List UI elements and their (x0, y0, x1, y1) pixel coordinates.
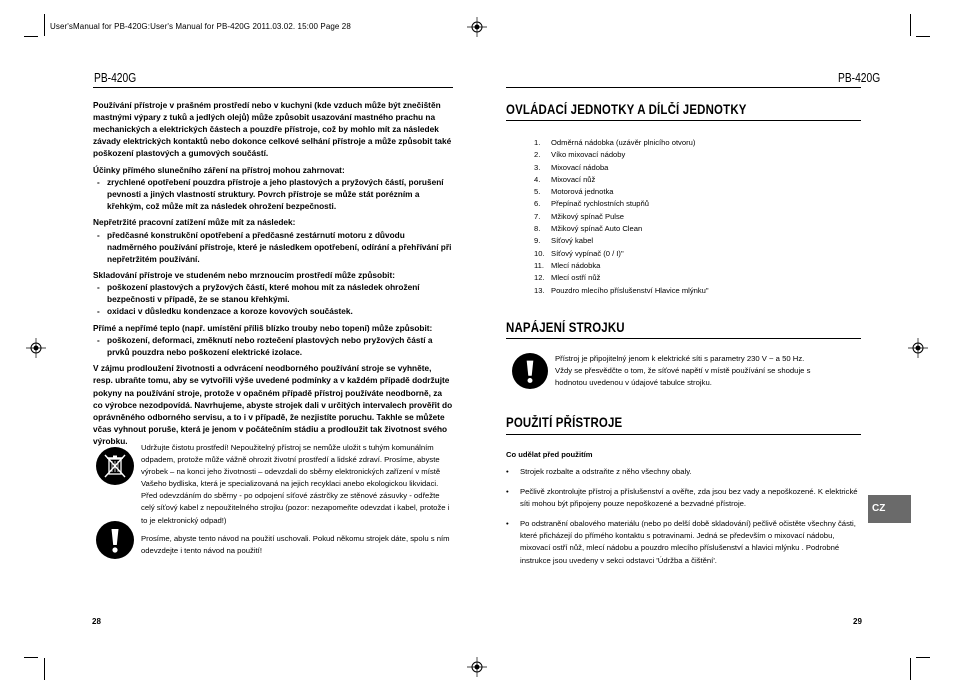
usage-subheading: Co udělat před použitím (506, 450, 593, 459)
right-model-label: PB-420G (838, 71, 881, 85)
left-body (93, 99, 453, 451)
crop-mark (916, 657, 930, 658)
right-header-rule (506, 87, 861, 88)
print-header: User'sManual for PB-420G:User's Manual for PB-420G 2011.03.02. 15:00 Page 28 (50, 22, 351, 31)
group-item: - poškození plastových a pryžových částí, které mohou mít za následek ohrožení bezpečnosti v případě, že se stanou křehkými. (93, 281, 453, 305)
group-item: - oxidaci v důsledku kondenzace a koroze kovových součástek. (93, 305, 453, 317)
registration-mark-icon (908, 338, 928, 358)
crossed-bin-icon (96, 447, 134, 485)
right-page-number: 29 (853, 617, 862, 626)
power-note (512, 353, 862, 393)
power-rule (506, 338, 861, 339)
registration-mark-icon (467, 657, 487, 677)
heat-group (93, 322, 453, 358)
usage-list (506, 466, 862, 575)
list-item: • Pečlivě zkontrolujte přístroj a příslušenství a ověřte, zda jsou bez vady a nepoškozené. K elektrické síti mohou být připojeny pouze nepoškozené a bezvadné přístroje. (506, 486, 862, 510)
power-title: NAPÁJENÍ STROJKU (506, 320, 625, 335)
recycle-note (96, 442, 456, 525)
crop-mark (44, 658, 45, 680)
crop-mark (24, 657, 38, 658)
controls-title: OVLÁDACÍ JEDNOTKY A DÍLČÍ JEDNOTKY (506, 102, 747, 117)
group-heading: Přímé a nepřímé teplo (např. umístění příliš blízko trouby nebo topení) může způsobit: (93, 322, 433, 333)
usage-title: POUŽITÍ PŘÍSTROJE (506, 415, 623, 430)
crop-mark (916, 36, 930, 37)
usage-rule (506, 434, 861, 435)
exclamation-icon (512, 353, 548, 389)
left-header-rule (93, 87, 453, 88)
warning-note (96, 533, 456, 573)
warning-text: Prosíme, abyste tento návod na použití uschovali. Pokud někomu strojek dáte, spolu s ním odevzdejte i tento návod na použití! (141, 534, 450, 556)
registration-mark-icon (26, 338, 46, 358)
crop-mark (24, 36, 38, 37)
list-item: • Po odstranění obalového materiálu (nebo po delší době skladování) pečlivě očistěte všechny části, které přicházejí do přímého kontaktu s potravinami. Jedná se především o mixovací nádobu, mixovací ostří nůž, mlecí nádobu a pouzdro mlecího příslušenství a hlavici mlýnku . Podrobné instrukce jsou uvedeny v sekci odstavci 'Údržba a čištění'. (506, 518, 862, 566)
group-item: - předčasné konstrukční opotřebení a předčasné zestárnutí motoru z důvodu nadměrného používání přístroje, které je následkem opotřebení, odírání a přehřívání při nepřetržitém používání. (93, 229, 453, 265)
recycle-text: Udržujte čistotu prostředí! Nepoužitelný přístroj se nemůže uložit s tuhým komunálním odpadem, protože může vážně ohrozit životní prostředí a lidské zdraví. Prosíme, abyste výrobek – na konci jeho životnosti – odevzdali do sběrny elektronických zařízení v místě Vašeho bydliska, která je specializovaná na jejich recyklaci anebo ekologickou likvidaci. Před odevzdáním do sběrny - po odpojení síťové zástrčky ze stěnové zásuvky - odřežte celý síťový kabel z nepoužitelného strojku (pozor: nezapomeňte odevzdat i kabel, protože i to je elektronický odpad!) (141, 443, 450, 525)
power-text: Přístroj je připojitelný jenom k elektrické síti s parametry 230 V ~ a 50 Hz. Vždy se přesvědčte o tom, že síťové napětí v místě používání se shoduje s hodnotou uvedenou v údajové tabulce strojku. (555, 354, 811, 388)
exclamation-icon (96, 521, 134, 559)
crop-mark (44, 14, 45, 36)
crop-mark (910, 658, 911, 680)
group-heading: Nepřetržité pracovní zatížení může mít za následek: (93, 217, 296, 228)
group-heading: Skladování přístroje ve studeném nebo mrznoucím prostředí může způsobit: (93, 270, 395, 281)
sunlight-group (93, 164, 453, 212)
left-page-number: 28 (92, 617, 101, 626)
dust-paragraph: Používání přístroje v prašném prostředí nebo v kuchyni (kde vzduch může být znečištěn mastnými výpary z tuků a jedlých olejů) může způsobit usazování mastného prachu na mechanických a elektrických částech a pouzdře přístroje, což by mohlo mít za následek závady elektrických kontaktů nebo dokonce celkové selhání přístroje a může způsobit také poškození plastových a gumových součástí. (93, 100, 452, 159)
language-tab: CZ (868, 495, 911, 523)
group-heading: Účinky přímého slunečního záření na přístroj mohou zahrnovat: (93, 164, 345, 175)
registration-mark-icon (467, 17, 487, 37)
group-item: - poškození, deformaci, změknutí nebo roztečení plastových nebo pryžových částí a prvků pouzdra nebo poškození elektrické izolace. (93, 334, 453, 358)
lifetime-paragraph: V zájmu prodloužení životnosti a odvrácení neodborného používání stroje se vyhněte, resp. ubraňte tomu, aby se vytvořili výše uvedené podmínky a v každém případě dodržujte pokyny na používání stroje, protože v opačném případě přístroj používáte neodborně, za co výrobce nezodpovídá. Navrhujeme, abyste strojek dali v určitých intervalech prověřit do oprávněného odborného servisu, a to i v případě, že nezjistíte poruchu. Takhle se můžete včas vyhnout poruše, která je jenom v počátečním stádiu a prodloužit tak životnost svého výrobku. (93, 363, 453, 446)
cold-storage-group (93, 269, 453, 317)
list-item: • Strojek rozbalte a odstraňte z něho všechny obaly. (506, 466, 862, 478)
controls-rule (506, 120, 861, 121)
workload-group (93, 216, 453, 264)
left-model-label: PB-420G (94, 71, 137, 85)
crop-mark (910, 14, 911, 36)
group-item: - zrychlené opotřebení pouzdra přístroje a jeho plastových a pryžových částí, porušení pevnosti a jiných vlastností struktury. Povrch přístroje se může stát porézním a křehkým, což může mít za následek ohrožení bezpečnosti. (93, 176, 453, 212)
